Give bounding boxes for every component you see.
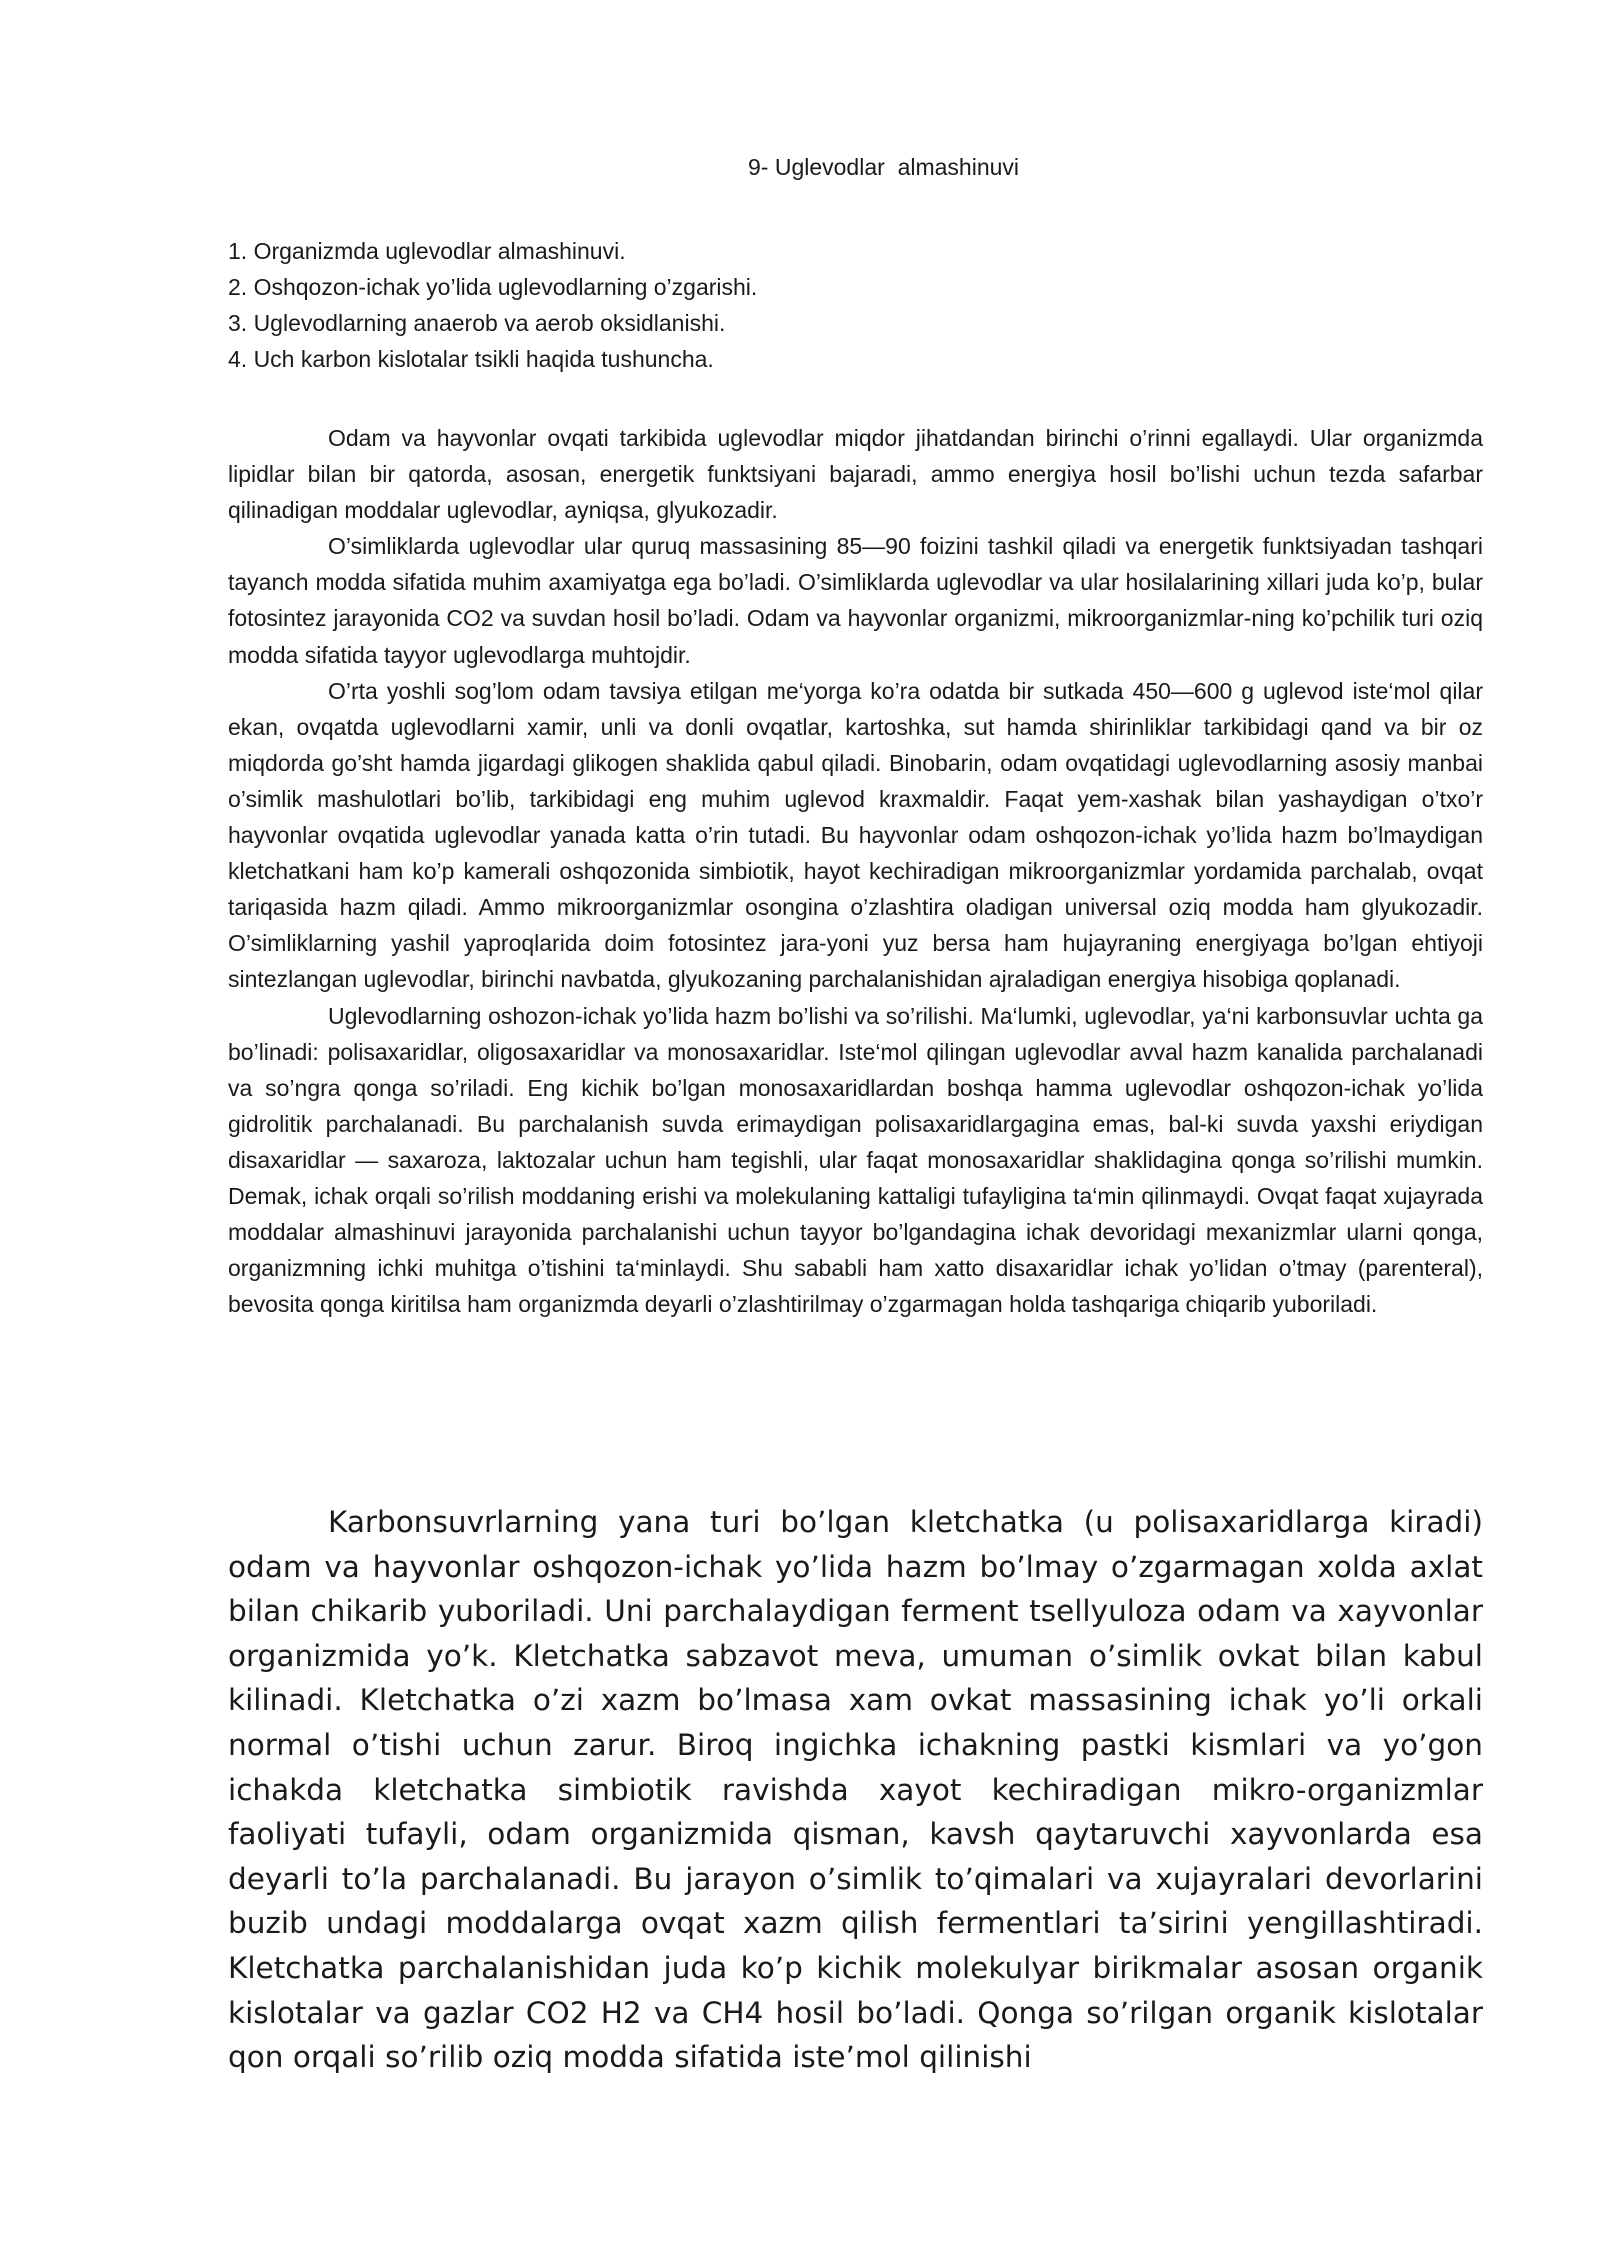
paragraph: O’simliklarda uglevodlar ular quruq massasining 85—90 foizini tashkil qiladi va energetik funktsiyadan tashqari tayanch modda sifatida muhim axamiyatga ega bo’ladi. O’simliklarda uglevodlar va ular hosilalarining xillari juda ko’p, bular fotosintez jarayonida CO2 va suvdan hosil bo’ladi. Odam va hayvonlar organizmi, mikroorganizmlar-ning ko’pchilik turi oziq modda sifatida tayyor uglevodlarga muhtojdir. xyxy=(228,533,1483,668)
outline-item: 3. Uglevodlarning anaerob va aerob oksidlanishi. xyxy=(228,310,726,336)
outline-item: 4. Uch karbon kislotalar tsikli haqida tushuncha. xyxy=(228,346,714,372)
outline-item: 2. Oshqozon-ichak yo’lida uglevodlarning o’zgarishi. xyxy=(228,274,758,300)
paragraph: O’rta yoshli sog’lom odam tavsiya etilgan me‘yorga ko’ra odatda bir sutkada 450—600 g uglevod iste‘mol qilar ekan, ovqatda uglevodlarni xamir, unli va donli ovqatlar, kartoshka, sut hamda shirinliklar tarkibidagi qand va bir oz miqdorda go’sht hamda jigardagi glikogen shaklida qabul qiladi. Binobarin, odam ovqatidagi uglevodlarning asosiy manbai o’simlik mashulotlari bo’lib, tarkibidagi eng muhim uglevod kraxmaldir. Faqat yem-xashak bilan yashaydigan o’txo’r hayvonlar ovqatida uglevodlar yanada katta o’rin tutadi. Bu hayvonlar odam oshqozon-ichak yo’lida hazm bo’lmaydigan kletchatkani ham ko’p kamerali oshqozonida simbiotik, hayot kechiradigan mikroorganizmlar yordamida parchalab, ovqat tariqasida hazm qiladi. Ammo mikroorganizmlar osongina o’zlashtira oladigan universal oziq modda ham glyukozadir. O’simliklarning yashil yaproqlarida doim fotosintez jara-yoni yuz bersa ham hujayraning energiyaga bo’lgan ehtiyoji sintezlangan uglevodlar, birinchi navbatda, glyukozaning parchalanishidan ajraladigan energiya hisobiga qoplanadi. xyxy=(228,677,1483,993)
paragraph: Odam va hayvonlar ovqati tarkibida uglevodlar miqdor jihatdandan birinchi o’rinni egallaydi. Ular organizmda lipidlar bilan bir qatorda, asosan, energetik funktsiyani bajaradi, ammo energiya hosil bo’lishi uchun tezda safarbar qilinadigan moddalar uglevodlar, ayniqsa, glyukozadir. xyxy=(228,425,1483,524)
topic-outline xyxy=(228,233,757,377)
body-text-large xyxy=(228,1500,1483,2080)
outline-item: 1. Organizmda uglevodlar almashinuvi. xyxy=(228,238,626,264)
paragraph: Karbonsuvrlarning yana turi bo’lgan kletchatka (u polisaxaridlarga kiradi) odam va hayvonlar oshqozon-ichak yo’lida hazm bo’lmay o’zgarmagan xolda axlat bilan chikarib yuboriladi. Uni parchalaydigan ferment tsellyuloza odam va xayvonlar organizmida yo’k. Kletchatka sabzavot meva, umuman o’simlik ovkat bilan kabul kilinadi. Kletchatka o’zi xazm bo’lmasa xam ovkat massasining ichak yo’li orkali normal o’tishi uchun zarur. Biroq ingichka ichakning pastki kismlari va yo’gon ichakda kletchatka simbiotik ravishda xayot kechiradigan mikro-organizmlar faoliyati tufayli, odam organizmida qisman, kavsh qaytaruvchi xayvonlarda esa deyarli to’la parchalanadi. Bu jarayon o’simlik to’qimalari va xujayralari devorlarini buzib undagi moddalarga ovqat xazm qilish fermentlari ta’sirini yengillashtiradi. Kletchatka parchalanishidan juda ko’p kichik molekulyar birikmalar asosan organik kislotalar va gazlar CO2 H2 va CH4 hosil bo’ladi. Qonga so’rilgan organik kislotalar qon orqali so’rilib oziq modda sifatida iste’mol qilinishi xyxy=(228,1505,1483,2075)
paragraph: Uglevodlarning oshozon-ichak yo’lida hazm bo’lishi va so’rilishi. Ma‘lumki, uglevodlar, ya‘ni karbonsuvlar uchta ga bo’linadi: polisaxaridlar, oligosaxaridlar va monosaxaridlar. Iste‘mol qilingan uglevodlar avval hazm kanalida parchalanadi va so’ngra qonga so’riladi. Eng kichik bo’lgan monosaxaridlardan boshqa hamma uglevodlar oshqozon-ichak yo’lida gidrolitik parchalanadi. Bu parchalanish suvda erimaydigan polisaxaridlargagina emas, bal-ki suvda yaxshi eriydigan disaxaridlar — saxaroza, laktozalar uchun ham tegishli, ular faqat monosaxaridlar shaklidagina qonga so’rilishi mumkin. Demak, ichak orqali so’rilish moddaning erishi va molekulaning kattaligi tufayligina ta‘min qilinmaydi. Ovqat faqat xujayrada moddalar almashinuvi jarayonida parchalanishi uchun tayyor bo’lgandagina ichak devoridagi mexanizmlar ularni qonga, organizmning ichki muhitga o’tishini ta‘minlaydi. Shu sababli ham xatto disaxaridlar ichak yo’lidan o’tmay (parenteral), bevosita qonga kiritilsa ham organizmda deyarli o’zlashtirilmay o’zgarmagan holda tashqariga chiqarib yuboriladi. xyxy=(228,1002,1483,1318)
document-title: 9- Uglevodlar almashinuvi xyxy=(748,154,1020,180)
body-text xyxy=(228,420,1483,1322)
